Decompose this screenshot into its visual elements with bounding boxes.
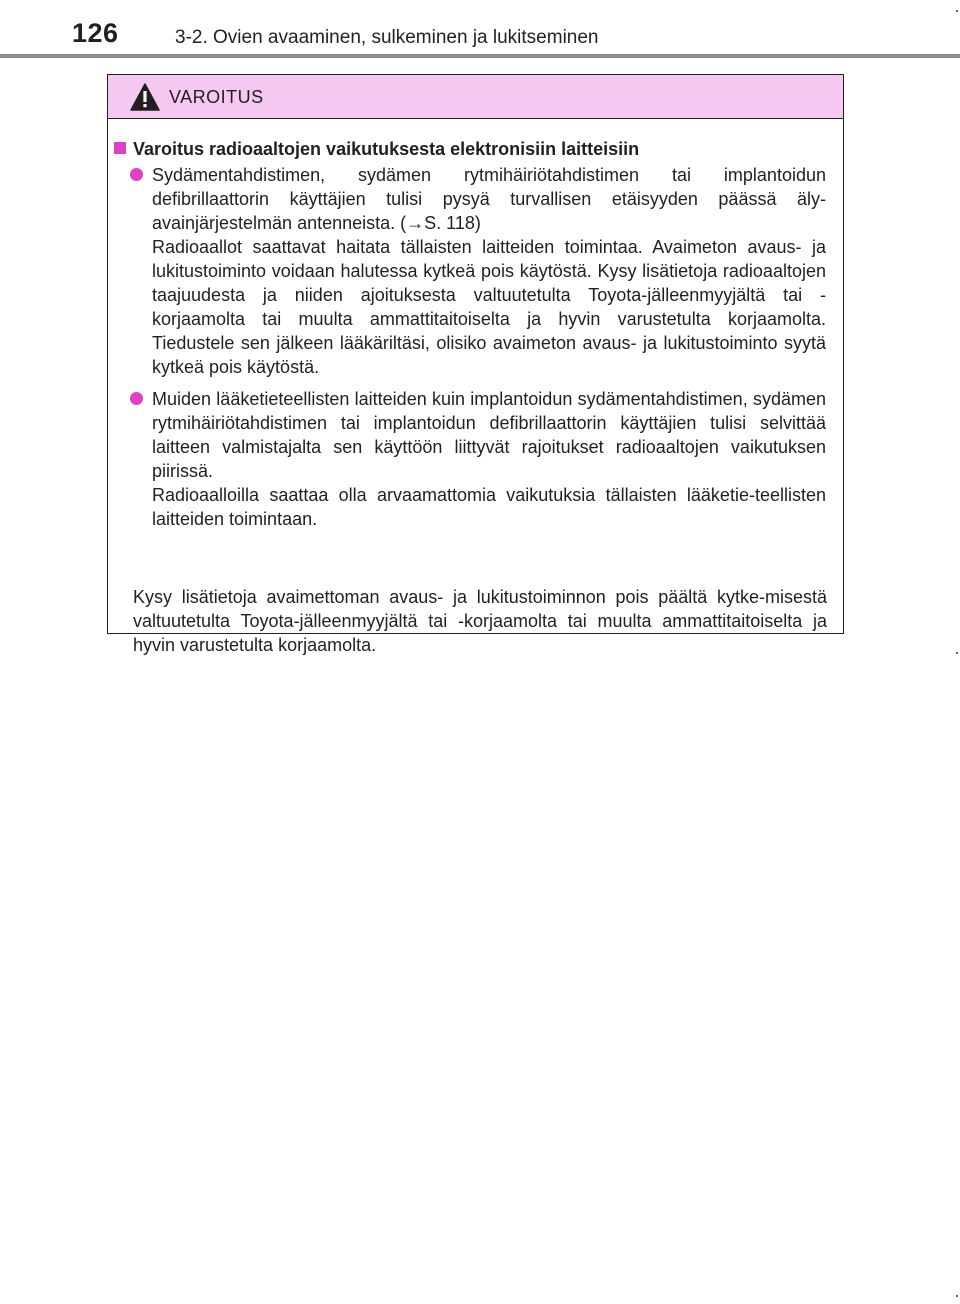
header-rule bbox=[0, 54, 960, 58]
warning-label: VAROITUS bbox=[169, 87, 264, 107]
section-title: 3-2. Ovien avaaminen, sulkeminen ja lukitseminen bbox=[175, 27, 599, 48]
paragraph: Muiden lääketieteellisten laitteiden kuin implantoidun sydämentahdistimen, sydämen rytmihäiriötahdistimen tai implantoidun defibrillaattorin käyttäjien tulisi selvittää laitteen valmistajalta sen käyttöön liittyvät rajoitukset radioaaltojen vaikutuksen piirissä. bbox=[152, 389, 826, 481]
warning-body bbox=[108, 119, 843, 655]
crop-mark bbox=[956, 10, 958, 12]
list-item bbox=[130, 163, 826, 379]
paragraph: Radioaalloilla saattaa olla arvaamattomia vaikutuksia tällaisten lääketie-teellisten laitteiden toimintaan. bbox=[152, 485, 826, 529]
list-item bbox=[130, 387, 826, 531]
subheading-text: Varoitus radioaaltojen vaikutuksesta elektronisiin laitteisiin bbox=[133, 139, 640, 159]
closing-paragraph: Kysy lisätietoja avaimettoman avaus- ja lukitustoiminnon pois päältä kytke-misestä valtuutetulta Toyota-jälleenmyyjältä tai -korjaamolta tai muulta ammattitaitoiselta ja hyvin varustetulta korjaamolta. bbox=[133, 587, 827, 655]
square-bullet-icon bbox=[114, 142, 126, 154]
warning-triangle-icon bbox=[130, 83, 160, 111]
warning-subheading bbox=[114, 137, 834, 161]
crop-mark bbox=[956, 1295, 958, 1297]
paragraph: Sydämentahdistimen, sydämen rytmihäiriötahdistimen tai implantoidun defibrillaattorin käyttäjien tulisi pysyä turvallisen etäisyyden päässä äly-avainjärjestelmän antenneista. (→S. 118) bbox=[152, 165, 826, 233]
page-header bbox=[0, 0, 960, 62]
paragraph: Radioaallot saattavat haitata tällaisten laitteiden toimintaa. Avaimeton avaus- ja lukitustoiminto voidaan halutessa kytkeä pois käytöstä. Kysy lisätietoja radioaaltojen taajuudesta ja niiden ajoituksesta valtuutetulta Toyota-jälleenmyyjältä tai -korjaamolta tai muulta ammattitaitoiselta ja hyvin varustetulta korjaamolta. Tiedustele sen jälkeen lääkäriltäsi, olisiko avaimeton avaus- ja lukitustoiminto syytä kytkeä pois käytöstä. bbox=[152, 237, 826, 377]
round-bullet-icon bbox=[130, 168, 143, 181]
crop-mark bbox=[956, 652, 958, 654]
page-number: 126 bbox=[72, 18, 119, 48]
warning-header bbox=[108, 75, 843, 119]
round-bullet-icon bbox=[130, 392, 143, 405]
warning-box bbox=[107, 74, 844, 655]
